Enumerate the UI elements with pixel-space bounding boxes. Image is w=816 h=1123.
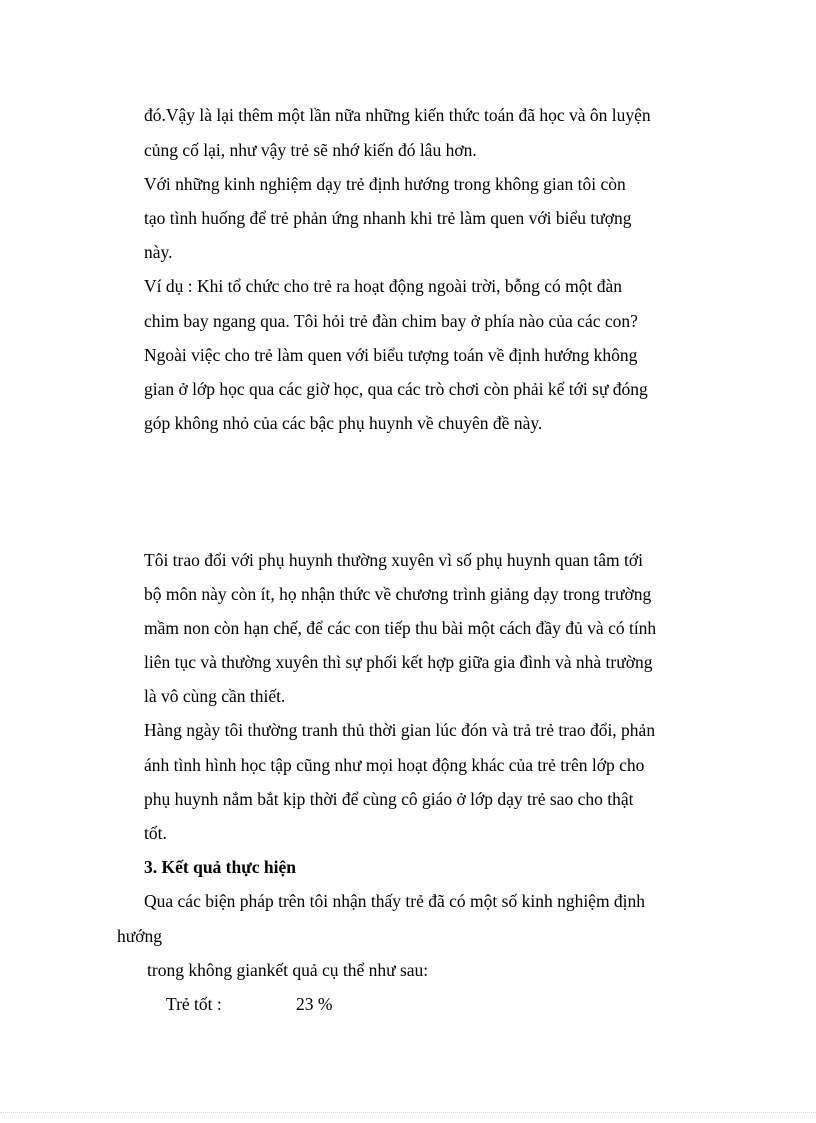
- text-line: củng cố lại, như vậy trẻ sẽ nhớ kiến đó lâu hơn.: [144, 140, 477, 160]
- text-line: là vô cùng cần thiết.: [144, 686, 286, 706]
- text-line: đó.Vậy là lại thêm một lần nữa những kiến thức toán đã học và ôn luyện: [144, 105, 651, 125]
- stat-label: Trẻ tốt :: [166, 994, 222, 1014]
- text-line: góp không nhỏ của các bậc phụ huynh về chuyên đề này.: [144, 413, 543, 433]
- text-line: Qua các biện pháp trên tôi nhận thấy trẻ đã có một số kinh nghiệm định: [144, 891, 646, 911]
- text-line: Ngoài việc cho trẻ làm quen với biểu tượng toán về định hướng không: [144, 345, 638, 365]
- text-line: Với những kinh nghiệm dạy trẻ định hướng trong không gian tôi còn: [144, 174, 626, 194]
- stat-value: 23 %: [296, 994, 333, 1014]
- text-line: bộ môn này còn ít, họ nhận thức về chương trình giảng dạy trong trường: [144, 584, 652, 604]
- text-line: tốt.: [144, 823, 167, 843]
- section-heading: 3. Kết quả thực hiện: [144, 857, 296, 877]
- text-line: Ví dụ : Khi tổ chức cho trẻ ra hoạt động ngoài trời, bỗng có một đàn: [144, 276, 623, 296]
- text-line: gian ở lớp học qua các giờ học, qua các trò chơi còn phải kể tới sự đóng: [144, 379, 648, 399]
- text-line: Tôi trao đổi với phụ huynh thường xuyên vì số phụ huynh quan tâm tới: [144, 550, 644, 570]
- text-line: phụ huynh nắm bắt kịp thời để cùng cô giáo ở lớp dạy trẻ sao cho thật: [144, 789, 634, 809]
- text-line: liên tục và thường xuyên thì sự phối kết hợp giữa gia đình và nhà trường: [144, 652, 653, 672]
- text-line: tạo tình huống để trẻ phản ứng nhanh khi trẻ làm quen với biểu tượng: [144, 208, 632, 228]
- text-line: mầm non còn hạn chế, để các con tiếp thu bài một cách đầy đủ và có tính: [144, 618, 657, 638]
- text-line: hướng: [117, 926, 162, 946]
- text-line: này.: [144, 242, 173, 262]
- text-line: ánh tình hình học tập cũng như mọi hoạt động khác của trẻ trên lớp cho: [144, 755, 645, 775]
- text-line: trong không giankết quả cụ thể như sau:: [147, 960, 429, 980]
- page-bottom-divider: [0, 1112, 816, 1113]
- text-line: chim bay ngang qua. Tôi hỏi trẻ đàn chim bay ở phía nào của các con?: [144, 311, 638, 331]
- text-line: Hàng ngày tôi thường tranh thủ thời gian lúc đón và trả trẻ trao đổi, phản: [144, 720, 656, 740]
